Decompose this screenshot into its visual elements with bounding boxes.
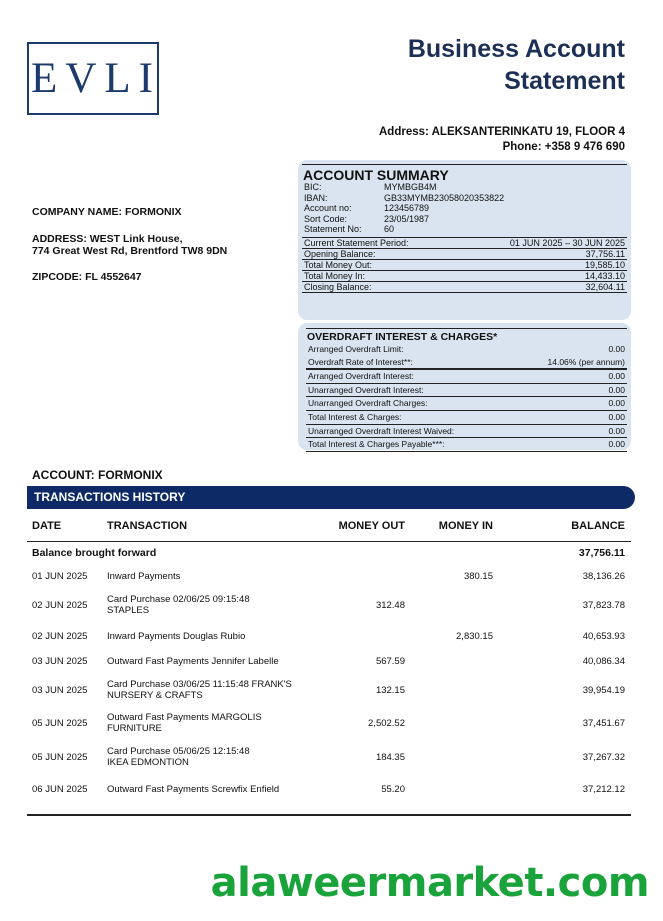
overdraft-row (306, 397, 627, 411)
summary-row (302, 271, 627, 282)
table-row (0, 679, 663, 703)
row-description-line-2: FURNITURE (107, 723, 162, 734)
overdraft-key: Unarranged Overdraft Interest Waived: (308, 425, 455, 436)
row-description-line-1: Card Purchase 05/06/25 12:15:48 (107, 746, 250, 757)
detail-key: Account no: (304, 203, 352, 213)
balance-brought-forward-value: 37,756.11 (578, 547, 625, 559)
detail-key: BIC: (304, 182, 322, 192)
column-money-out: MONEY OUT (338, 520, 405, 532)
row-description-line-2: STAPLES (107, 605, 150, 616)
logo-text: EVLI (31, 55, 161, 102)
overdraft-value: 0.00 (608, 344, 625, 354)
table-bottom-divider (27, 814, 631, 816)
row-date: 03 JUN 2025 (32, 685, 88, 696)
detail-key: Sort Code: (304, 213, 348, 224)
watermark: alaweermarket.com (210, 860, 649, 906)
row-money-out: 567.59 (375, 656, 405, 667)
summary-row (302, 237, 627, 249)
row-balance: 39,954.19 (582, 685, 625, 696)
account-balances (302, 237, 627, 293)
row-date: 02 JUN 2025 (32, 600, 88, 611)
row-balance: 40,086.34 (582, 656, 625, 667)
row-money-out: 132.15 (375, 685, 405, 696)
row-balance: 37,267.32 (582, 752, 625, 763)
overdraft-key: Total Interest & Charges: (308, 411, 402, 422)
table-row (0, 656, 663, 668)
row-date: 05 JUN 2025 (32, 752, 88, 763)
row-date: 02 JUN 2025 (32, 631, 88, 642)
account-summary-title: ACCOUNT SUMMARY (303, 167, 449, 183)
table-row (0, 571, 663, 583)
account-details (302, 182, 627, 235)
overdraft-key: Unarranged Overdraft Interest: (308, 384, 424, 395)
title-line-2: Statement (504, 67, 625, 95)
overdraft-value: 0.00 (608, 411, 625, 422)
detail-key: Statement No: (304, 224, 362, 234)
balance-brought-forward-label: Balance brought forward (32, 547, 157, 559)
row-description-line-1: Outward Fast Payments Jennifer Labelle (107, 656, 279, 667)
summary-key: Closing Balance: (304, 281, 372, 292)
row-date: 01 JUN 2025 (32, 571, 88, 582)
summary-value: 01 JUN 2025 – 30 JUN 2025 (509, 237, 625, 248)
overdraft-value: 0.00 (608, 439, 625, 450)
summary-value: 32,604.11 (585, 281, 625, 292)
row-description (107, 571, 317, 582)
table-row (0, 712, 663, 736)
document-title (305, 33, 625, 97)
company-zipcode: ZIPCODE: FL 4552647 (32, 271, 142, 283)
overdraft-key: Arranged Overdraft Interest: (308, 371, 414, 382)
detail-value: 123456789 (384, 203, 430, 213)
row-money-out: 55.20 (381, 784, 405, 795)
table-row (0, 631, 663, 643)
overdraft-row (306, 343, 627, 356)
evli-logo (27, 42, 159, 115)
bank-address: Address: ALEKSANTERINKATU 19, FLOOR 4 (379, 126, 625, 138)
row-date: 05 JUN 2025 (32, 718, 88, 729)
detail-value: 60 (384, 224, 395, 234)
column-balance: BALANCE (571, 520, 625, 532)
row-description (107, 594, 317, 616)
summary-key: Total Money In: (304, 270, 366, 281)
overdraft-title: OVERDRAFT INTEREST & CHARGES* (307, 331, 498, 343)
column-transaction: TRANSACTION (107, 520, 188, 532)
summary-key: Total Money Out: (304, 259, 373, 270)
row-money-out: 312.48 (375, 600, 405, 611)
overdraft-value: 0.00 (608, 371, 625, 382)
account-detail-row (302, 182, 627, 193)
overdraft-row (306, 438, 627, 452)
table-row (0, 784, 663, 796)
overdraft-panel (298, 323, 631, 450)
row-money-out: 184.35 (375, 752, 405, 763)
row-balance: 37,451.67 (582, 718, 625, 729)
row-description-line-1: Outward Fast Payments MARGOLIS (107, 712, 262, 723)
row-balance: 38,136.26 (582, 571, 625, 582)
summary-value: 37,756.11 (585, 248, 625, 259)
summary-row (302, 282, 627, 293)
row-description (107, 712, 317, 734)
bank-contact (379, 125, 625, 155)
overdraft-key: Total Interest & Charges Payable***: (308, 439, 445, 450)
overdraft-value: 0.00 (608, 425, 625, 436)
row-description-line-1: Outward Fast Payments Screwfix Enfield (107, 784, 280, 795)
column-date: DATE (32, 520, 62, 532)
row-balance: 37,823.78 (582, 600, 625, 611)
overdraft-row (306, 369, 627, 384)
summary-row (302, 249, 627, 260)
account-detail-row (302, 214, 627, 225)
overdraft-value: 14.06% (per annum) (547, 356, 625, 367)
summary-key: Current Statement Period: (304, 237, 409, 248)
table-row (0, 594, 663, 618)
row-date: 03 JUN 2025 (32, 656, 88, 667)
account-detail-row (302, 224, 627, 235)
row-description (107, 656, 317, 667)
title-line-1: Business Account (407, 35, 625, 63)
overdraft-content (306, 328, 627, 452)
transactions-history-header: TRANSACTIONS HISTORY (27, 486, 635, 509)
row-money-in: 2,830.15 (456, 631, 493, 642)
overdraft-row (306, 384, 627, 398)
row-description (107, 746, 317, 768)
row-balance: 37,212.12 (582, 784, 625, 795)
overdraft-key: Unarranged Overdraft Charges: (308, 398, 428, 409)
header-divider (27, 541, 631, 542)
account-detail-row (302, 203, 627, 214)
row-description-line-1: Card Purchase 03/06/25 11:15:48 FRANK'S (107, 679, 292, 690)
row-description (107, 784, 317, 795)
summary-key: Opening Balance: (304, 248, 376, 259)
company-name: COMPANY NAME: FORMONIX (32, 206, 182, 218)
detail-key: IBAN: (304, 192, 328, 203)
overdraft-rows (306, 343, 627, 452)
account-label: ACCOUNT: FORMONIX (32, 468, 163, 482)
row-description-line-2: NURSERY & CRAFTS (107, 690, 203, 701)
row-description (107, 631, 317, 642)
detail-value: 23/05/1987 (384, 213, 430, 224)
bank-phone: Phone: +358 9 476 690 (502, 141, 625, 153)
row-balance: 40,653.93 (582, 631, 625, 642)
overdraft-row (306, 411, 627, 425)
detail-value: MYMBGB4M (384, 182, 437, 192)
summary-row (302, 260, 627, 271)
row-description (107, 679, 317, 701)
company-address-line-2: 774 Great West Rd, Brentford TW8 9DN (32, 245, 228, 257)
overdraft-value: 0.00 (608, 384, 625, 395)
account-detail-row (302, 193, 627, 204)
row-description-line-1: Inward Payments Douglas Rubio (107, 631, 246, 642)
overdraft-key: Arranged Overdraft Limit: (308, 344, 404, 354)
row-description-line-2: IKEA EDMONTION (107, 757, 189, 768)
account-summary-content (302, 164, 627, 293)
column-money-in: MONEY IN (438, 520, 493, 532)
account-summary-panel (298, 160, 631, 320)
overdraft-row (306, 356, 627, 370)
table-row (0, 746, 663, 770)
row-description-line-1: Inward Payments (107, 571, 181, 582)
overdraft-row (306, 425, 627, 439)
row-description-line-1: Card Purchase 02/06/25 09:15:48 (107, 594, 250, 605)
overdraft-key: Overdraft Rate of Interest**: (308, 356, 413, 367)
row-date: 06 JUN 2025 (32, 784, 88, 795)
overdraft-value: 0.00 (608, 398, 625, 409)
row-money-in: 380.15 (463, 571, 493, 582)
summary-value: 19,585.10 (584, 259, 625, 270)
summary-value: 14,433.10 (584, 270, 625, 281)
row-money-out: 2,502.52 (368, 718, 405, 729)
detail-value: GB33MYMB23058020353822 (384, 192, 505, 203)
company-address-line-1: ADDRESS: WEST Link House, (32, 233, 183, 245)
